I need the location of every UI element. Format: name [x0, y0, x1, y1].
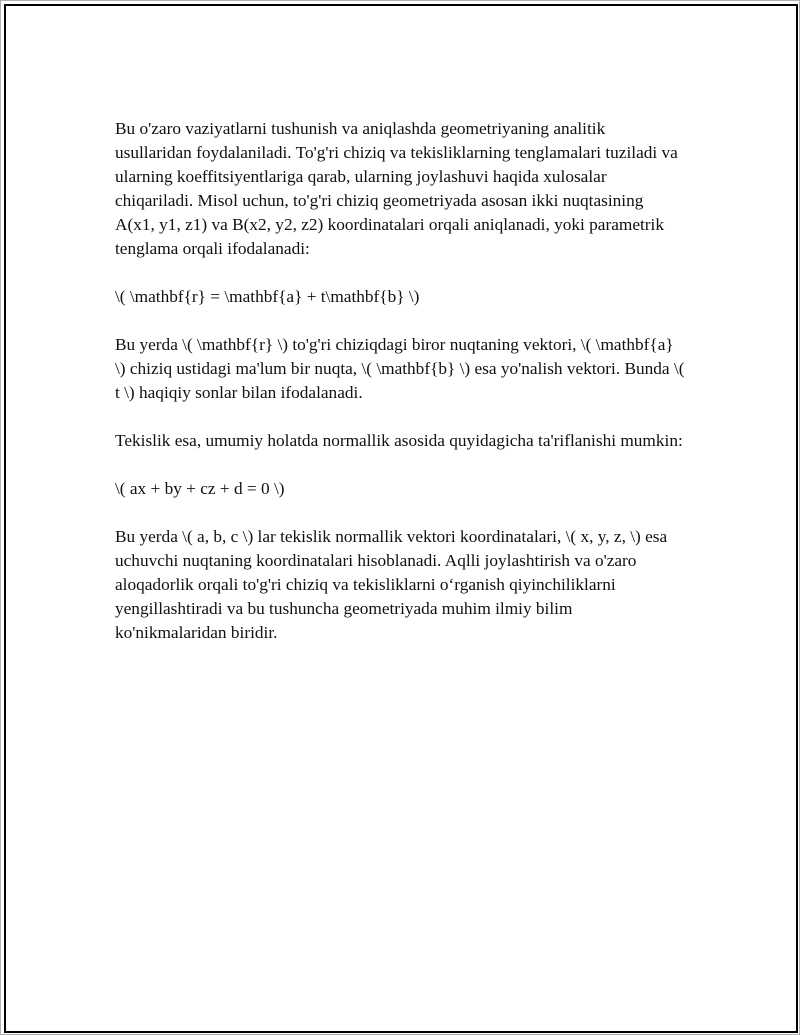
paragraph-intro: Bu o'zaro vaziyatlarni tushunish va aniqlashda geometriyaning analitik usullaridan foydalaniladi. To'g'ri chiziq va tekisliklarning tenglamalari tuziladi va ularning koeffitsiyentlariga qarab, ularning joylashuvi haqida xulosalar chiqariladi. Misol uchun, to'g'ri chiziq geometriyada asosan ikki nuqtasining A(x1, y1, z1) va B(x2, y2, z2) koordinatalari orqali aniqlanadi, yoki parametrik tenglama orqali ifodalanadi:	[115, 119, 678, 258]
paragraph-conclusion: Bu yerda \( a, b, c \) lar tekislik normallik vektori koordinatalari, \( x, y, z, \) esa uchuvchi nuqtaning koordinatalari hisoblanadi. Aqlli joylashtirish va o'zaro aloqadorlik orqali to'g'ri chiziq va tekisliklarni o‘rganish qiyinchiliklarni yengillashtiradi va bu tushuncha geometriyada muhim ilmiy bilim ko'nikmalaridan biridir.	[115, 527, 668, 642]
formula-line-equation: \( \mathbf{r} = \mathbf{a} + t\mathbf{b} \)	[115, 287, 420, 306]
formula-plane-equation: \( ax + by + cz + d = 0 \)	[115, 479, 285, 498]
paragraph-line-explanation: Bu yerda \( \mathbf{r} \) to'g'ri chiziqdagi biror nuqtaning vektori, \( \mathbf{a} \) chiziq ustidagi ma'lum bir nuqta, \( \mathbf{b} \) esa yo'nalish vektori. Bunda \( t \) haqiqiy sonlar bilan ifodalanadi.	[115, 335, 685, 402]
paragraph-plane-intro: Tekislik esa, umumiy holatda normallik asosida quyidagicha ta'riflanishi mumkin:	[115, 431, 683, 450]
document-body	[115, 117, 685, 669]
